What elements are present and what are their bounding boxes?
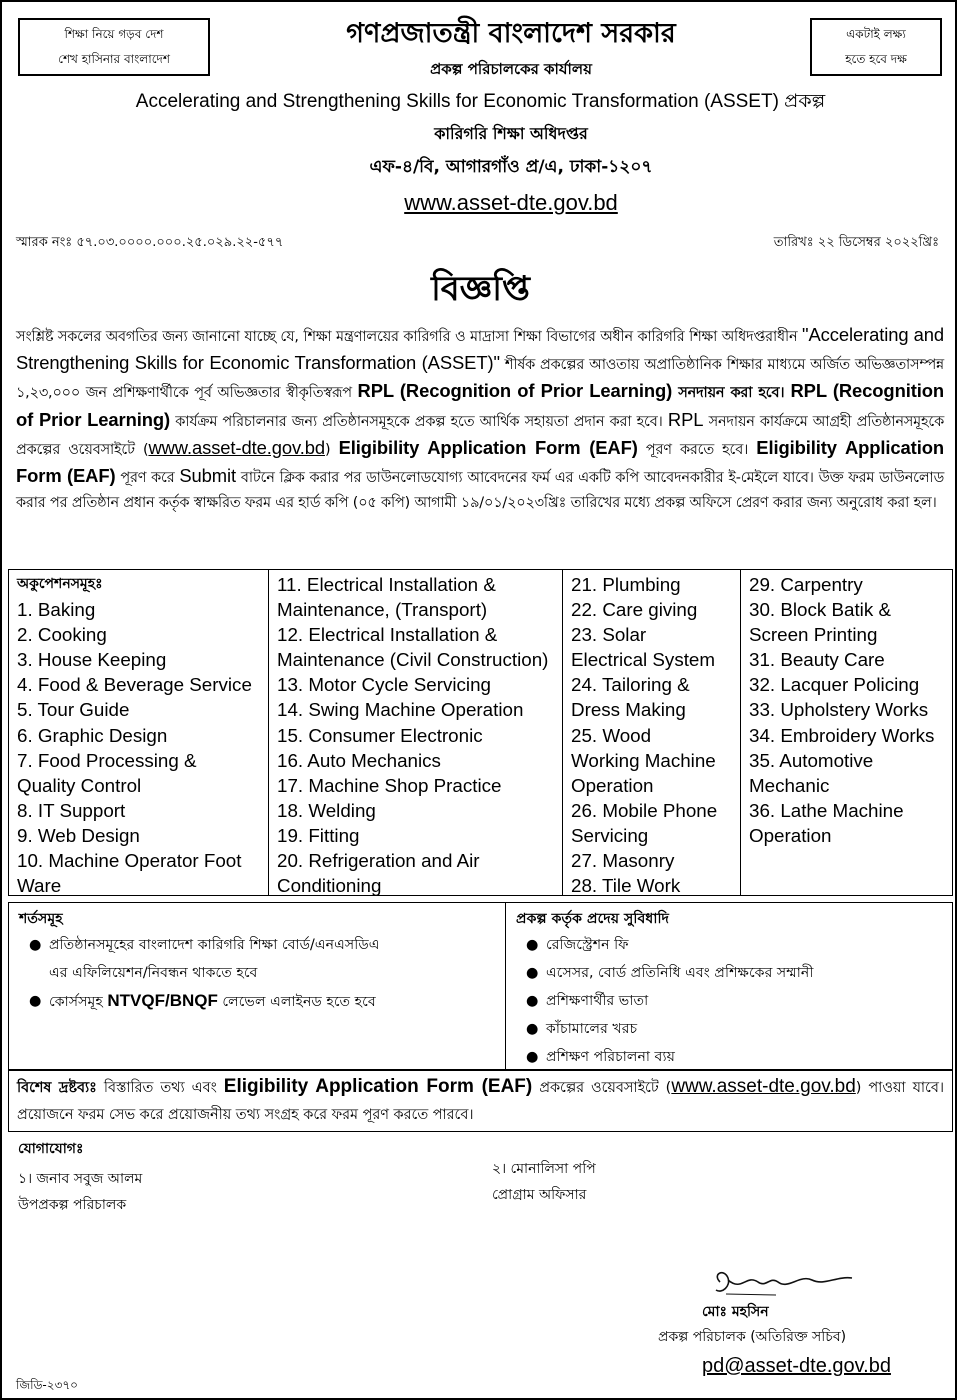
contact-name: ১। জনাব সবুজ আলম bbox=[18, 1171, 143, 1187]
bullet-icon: ● bbox=[526, 937, 539, 953]
body-text-bold: RPL (Recognition of Prior Learning) bbox=[16, 380, 945, 430]
benefits-heading: প্রকল্প কর্তৃক প্রদেয় সুবিধাদি bbox=[516, 911, 669, 927]
benefit-item bbox=[516, 1015, 942, 1043]
occupation-item: 27. Masonry bbox=[571, 850, 675, 872]
body-text: পূরণ করতে হবে। bbox=[637, 441, 757, 458]
gd-number: জিডি-২৩৭০ bbox=[16, 1378, 78, 1392]
slogan-box-left bbox=[18, 18, 210, 76]
bullet-icon: ● bbox=[526, 965, 539, 981]
body-text-bold: Eligibility Application Form (EAF) bbox=[338, 436, 638, 458]
benefit-text: রেজিস্ট্রেশন ফি bbox=[546, 937, 629, 953]
body-text-bold: RPL (Recognition of Prior Learning) bbox=[357, 380, 673, 402]
conditions-benefits-table bbox=[8, 902, 953, 1070]
special-note-text: বিস্তারিত তথ্য এবং bbox=[96, 1080, 224, 1096]
bullet-icon: ● bbox=[29, 937, 42, 953]
body-text: কার্যক্রম পরিচালনার জন্য প্রতিষ্ঠানসমূহকে প্রকল্প হতে আর্থিক সহায়তা প্রদান করা হবে। bbox=[170, 413, 668, 430]
occupation-item: 16. Auto Mechanics bbox=[277, 749, 441, 771]
benefit-item bbox=[516, 987, 942, 1015]
occupation-item: 28. Tile Work bbox=[571, 875, 681, 897]
special-note-text: ) পাওয়া যাবে। প্রয়োজনে ফরম সেভ করে প্রয়োজনীয় তথ্য সংগ্রহ করে ফরম পূরণ করতে পারবে। bbox=[17, 1080, 944, 1123]
special-note bbox=[8, 1070, 953, 1132]
benefit-text: প্রশিক্ষণ পরিচালনা ব্যয় bbox=[546, 1049, 675, 1065]
benefit-text: কাঁচামালের খরচ bbox=[546, 1021, 638, 1037]
signatory-title: প্রকল্প পরিচালক (অতিরিক্ত সচিব) bbox=[658, 1329, 847, 1345]
occupation-item: 14. Swing Machine Operation bbox=[277, 699, 524, 721]
occupation-item: 32. Lacquer Policing bbox=[749, 674, 920, 696]
occupation-item: Servicing bbox=[571, 824, 649, 846]
slogan-line: শেখ হাসিনার বাংলাদেশ bbox=[58, 52, 170, 66]
condition-item bbox=[19, 987, 495, 1016]
body-text-bold: Eligibility Application Form (EAF) bbox=[16, 436, 944, 487]
condition-text: লেভেল এলাইনড হতে হবে bbox=[217, 994, 376, 1010]
occupation-item: Maintenance, (Transport) bbox=[277, 599, 488, 621]
notice-title: বিজ্ঞপ্তি bbox=[431, 269, 530, 309]
condition-text: প্রতিষ্ঠানসমূহের বাংলাদেশ কারিগরি শিক্ষা বোর্ড/এনএসডিএ bbox=[49, 937, 380, 953]
benefit-item bbox=[516, 959, 942, 987]
signatory-email-link[interactable]: pd@asset-dte.gov.bd bbox=[702, 1355, 891, 1377]
occupations-column-2 bbox=[269, 570, 563, 895]
occupation-item: 4. Food & Beverage Service bbox=[17, 674, 252, 696]
body-text: ) bbox=[324, 441, 339, 458]
occupation-item: 15. Consumer Electronic bbox=[277, 724, 483, 746]
occupation-item: 5. Tour Guide bbox=[17, 699, 130, 721]
occupations-column-4 bbox=[741, 570, 952, 895]
website-link-note[interactable]: www.asset-dte.gov.bd bbox=[671, 1076, 856, 1097]
occupation-item: 7. Food Processing & bbox=[17, 749, 197, 771]
occupation-item: 11. Electrical Installation & bbox=[277, 574, 496, 595]
contact-title: উপপ্রকল্প পরিচালক bbox=[18, 1197, 127, 1213]
office-name: প্রকল্প পরিচালকের কার্যালয় bbox=[430, 60, 592, 78]
body-text: সনদায়ন কার্যক্রমে আগ্রহী প্রতিষ্ঠানসমূহকে প্রকল্পের ওয়েবসাইটে ( bbox=[16, 413, 945, 458]
occupations-table bbox=[8, 569, 953, 896]
occupations-heading: অকুপেশনসমূহঃ bbox=[17, 576, 103, 592]
memo-number: স্মারক নংঃ ৫৭.০৩.০০০০.০০০.২৫.০২৯.২২-৫৭৭ bbox=[16, 235, 284, 250]
body-text-bold: সনদায়ন করা হবে। bbox=[672, 385, 791, 402]
occupation-item: Quality Control bbox=[17, 774, 142, 796]
occupation-item: 29. Carpentry bbox=[749, 574, 863, 595]
occupation-item: 21. Plumbing bbox=[571, 574, 681, 595]
occupation-item: Dress Making bbox=[571, 699, 686, 721]
occupation-item: 1. Baking bbox=[17, 599, 96, 621]
condition-text: কোর্সসমূহ bbox=[49, 994, 108, 1010]
occupation-item: Working Machine bbox=[571, 749, 716, 771]
website-link[interactable]: www.asset-dte.gov.bd bbox=[404, 190, 618, 215]
bullet-icon: ● bbox=[526, 1021, 539, 1037]
notice-date: তারিখঃ ২২ ডিসেম্বর ২০২২খ্রিঃ bbox=[773, 235, 939, 250]
condition-text-bold: NTVQF/BNQF bbox=[107, 991, 218, 1010]
body-text: পূরণ করে bbox=[115, 470, 180, 487]
occupation-item: 8. IT Support bbox=[17, 799, 126, 821]
occupation-item: 13. Motor Cycle Servicing bbox=[277, 674, 491, 696]
occupation-item: 17. Machine Shop Practice bbox=[277, 774, 502, 796]
special-note-text: প্রকল্পের ওয়েবসাইটে ( bbox=[532, 1080, 672, 1096]
signatory-name: মোঃ মহসিন bbox=[702, 1304, 769, 1320]
occupation-item: Operation bbox=[749, 824, 832, 846]
occupation-item: Ware bbox=[17, 875, 62, 897]
occupation-item: Operation bbox=[571, 774, 654, 796]
body-text-en: RPL bbox=[667, 408, 704, 430]
contact-name: ২। মোনালিসা পপি bbox=[492, 1161, 596, 1177]
bullet-icon: ● bbox=[29, 993, 42, 1009]
body-text: শীর্ষক প্রকল্পের আওতায় অপ্রাতিষ্ঠানিক শিক্ষার মাধ্যমে অর্জিত অভিজ্ঞতাসম্পন্ন ১,২৩,০০০ জন প্রশিক্ষণার্থীকে পূর্ব অভিজ্ঞতার স্বীকৃতিস্বরূপ bbox=[16, 357, 944, 402]
occupation-item: 9. Web Design bbox=[17, 824, 140, 846]
benefit-text: এসেসর, বোর্ড প্রতিনিধি এবং প্রশিক্ষকের সম্মানী bbox=[546, 965, 814, 981]
occupation-item: 25. Wood bbox=[571, 724, 652, 746]
occupation-item: Screen Printing bbox=[749, 624, 878, 646]
occupation-item: 23. Solar bbox=[571, 624, 647, 646]
benefit-text: প্রশিক্ষণার্থীর ভাতা bbox=[546, 993, 649, 1009]
contact-person-2 bbox=[492, 1156, 596, 1208]
occupations-column-3 bbox=[563, 570, 741, 895]
bullet-icon: ● bbox=[526, 993, 539, 1009]
occupation-item: Electrical System bbox=[571, 649, 716, 671]
occupation-item: Maintenance (Civil Construction) bbox=[277, 649, 549, 671]
occupation-item: 24. Tailoring & bbox=[571, 674, 690, 696]
occupation-item: 30. Block Batik & bbox=[749, 599, 891, 621]
signature-image bbox=[706, 1264, 856, 1300]
office-address: এফ-৪/বি, আগারগাঁও প্র/এ, ঢাকা-১২০৭ bbox=[369, 157, 653, 177]
conditions-column bbox=[9, 903, 506, 1069]
slogan-line: শিক্ষা নিয়ে গড়ব দেশ bbox=[64, 27, 164, 41]
bullet-icon: ● bbox=[526, 1049, 539, 1065]
contact-heading: যোগাযোগঃ bbox=[18, 1141, 84, 1157]
condition-text: এর এফিলিয়েশন/নিবন্ধন থাকতে হবে bbox=[49, 965, 258, 981]
occupation-item: 31. Beauty Care bbox=[749, 649, 885, 671]
body-text: বাটনে ক্লিক করার পর ডাউনলোডযোগ্য আবেদনের ফর্ম এর একটি কপি আবেদনকারীর ই-মেইলে যাবে। উক্ত ফরম ডাউনলোড করার পর প্রতিষ্ঠান প্রধান কর্তৃক স্বাক্ষরিত ফরম এর হার্ড কপি (০৫ কপি) আগামী ১৯/০১/২০২৩খ্রিঃ তারিখের মধ্যে প্রকল্প অফিসে প্রেরণ করার জন্য অনুরোধ করা হল। bbox=[16, 470, 944, 512]
occupation-item: 2. Cooking bbox=[17, 624, 107, 646]
government-name: গণপ্রজাতন্ত্রী বাংলাদেশ সরকার bbox=[346, 18, 676, 49]
occupation-item: 26. Mobile Phone bbox=[571, 799, 718, 821]
contact-person-1 bbox=[18, 1166, 142, 1218]
occupation-item: 6. Graphic Design bbox=[17, 724, 168, 746]
slogan-line: হতে হবে দক্ষ bbox=[845, 52, 907, 66]
occupation-item: 12. Electrical Installation & bbox=[277, 624, 498, 646]
notice-body bbox=[16, 322, 944, 516]
body-text-en: Submit bbox=[179, 465, 237, 487]
occupation-item: 36. Lathe Machine bbox=[749, 799, 904, 821]
occupation-item: 20. Refrigeration and Air bbox=[277, 850, 480, 872]
occupation-item: 33. Upholstery Works bbox=[749, 699, 929, 721]
occupation-item: 35. Automotive bbox=[749, 749, 874, 771]
slogan-line: একটাই লক্ষ্য bbox=[846, 27, 906, 41]
benefit-item bbox=[516, 931, 942, 959]
occupation-item: 18. Welding bbox=[277, 799, 376, 821]
slogan-box-right bbox=[810, 18, 942, 76]
conditions-heading: শর্তসমূহ bbox=[19, 911, 63, 927]
occupation-item: Mechanic bbox=[749, 774, 830, 796]
contact-title: প্রোগ্রাম অফিসার bbox=[492, 1187, 587, 1203]
occupation-item: 19. Fitting bbox=[277, 824, 360, 846]
occupations-column-1 bbox=[9, 570, 269, 895]
body-text-en: "Accelerating and Strengthening Skills for Economic Transformation (ASSET)" bbox=[16, 324, 945, 374]
website-link-inline[interactable]: www.asset-dte.gov.bd bbox=[148, 436, 325, 458]
special-note-bold: Eligibility Application Form (EAF) bbox=[223, 1076, 533, 1097]
benefit-item bbox=[516, 1043, 942, 1071]
occupation-item: Conditioning bbox=[277, 875, 382, 897]
condition-item-continued bbox=[19, 959, 495, 987]
body-text: সংশ্লিষ্ট সকলের অবগতির জন্য জানানো যাচ্ছে যে, শিক্ষা মন্ত্রণালয়ের কারিগরি ও মাদ্রাসা শিক্ষা বিভাগের অধীন কারিগরি শিক্ষা অধিদপ্তরাধীন bbox=[16, 329, 803, 345]
project-name: Accelerating and Strengthening Skills for Economic Transformation (ASSET) প্রকল্প bbox=[135, 91, 826, 112]
benefits-column bbox=[506, 903, 952, 1069]
special-note-label: বিশেষ দ্রষ্টব্যঃ bbox=[17, 1080, 97, 1096]
condition-item bbox=[19, 931, 495, 959]
occupation-item: 22. Care giving bbox=[571, 599, 698, 621]
letterhead bbox=[212, 12, 810, 82]
occupation-item: 10. Machine Operator Foot bbox=[17, 850, 242, 872]
occupation-item: 3. House Keeping bbox=[17, 649, 167, 671]
department-name: কারিগরি শিক্ষা অধিদপ্তর bbox=[434, 124, 588, 143]
occupation-item: 34. Embroidery Works bbox=[749, 724, 935, 746]
